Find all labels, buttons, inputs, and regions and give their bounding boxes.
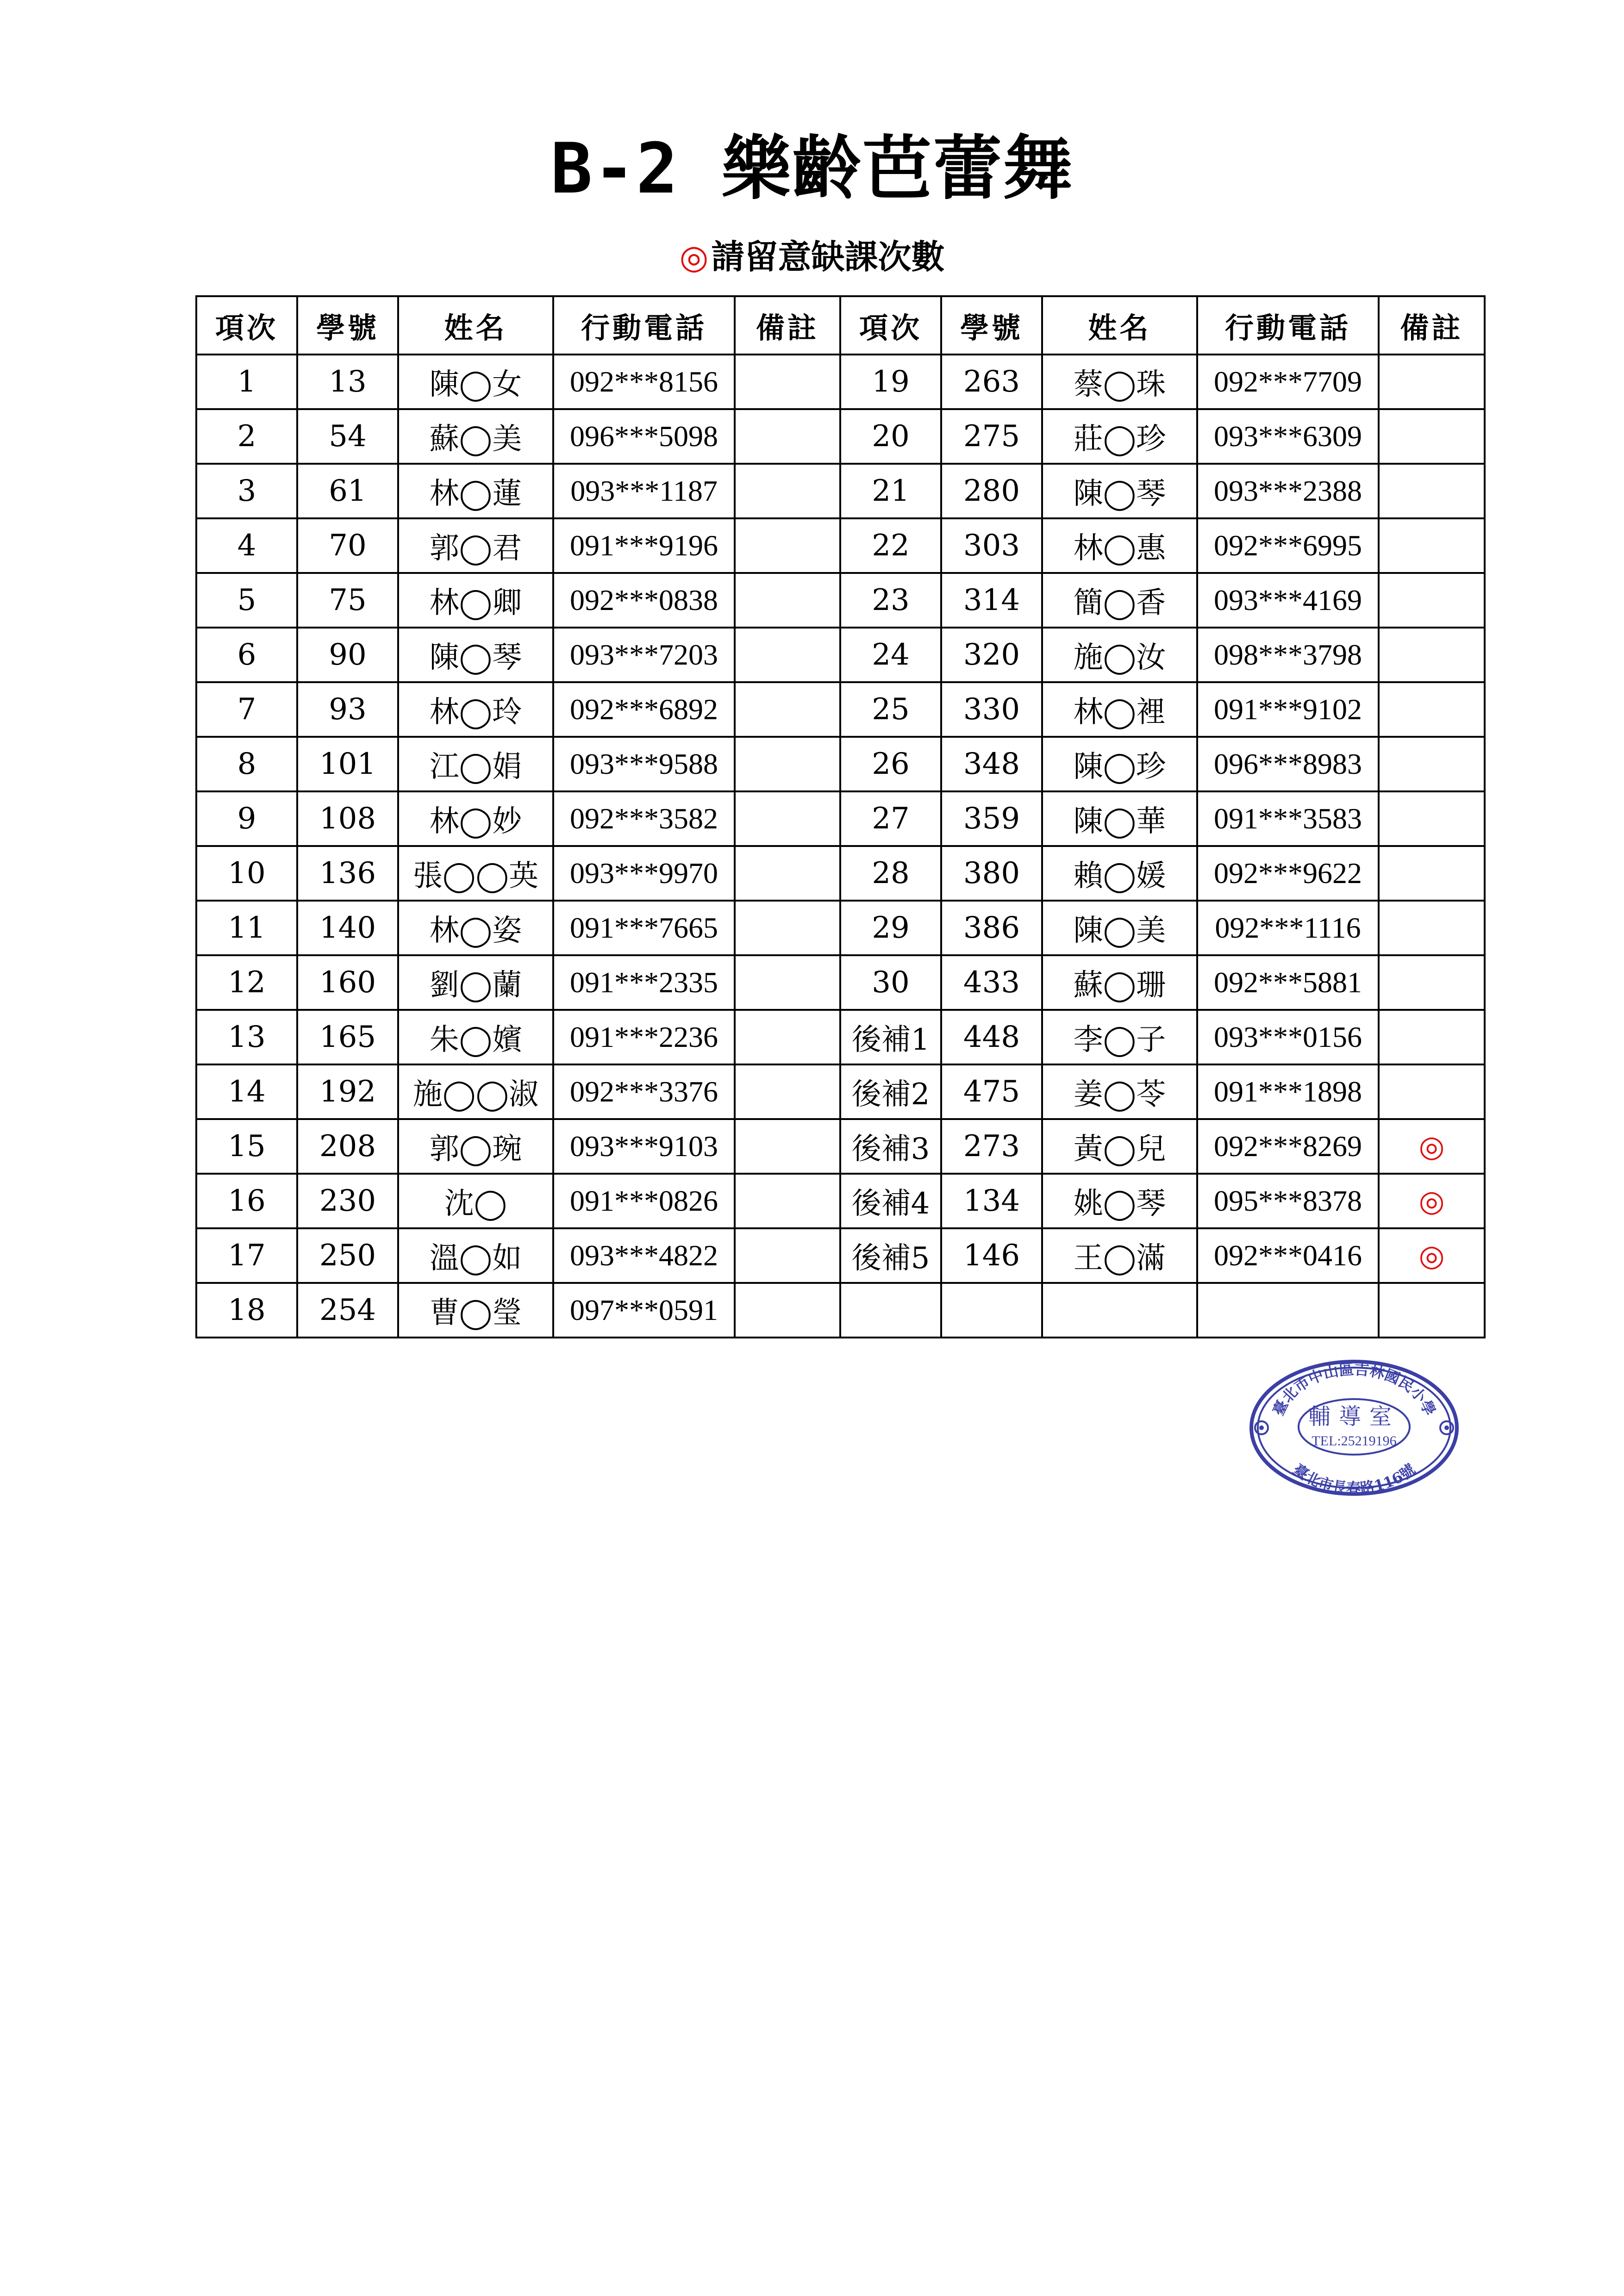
remark-cell-left (735, 355, 840, 409)
student-id-cell-right: 280 (941, 464, 1042, 518)
phone-cell-right: 091***1898 (1197, 1064, 1379, 1119)
item-cell-right: 22 (840, 518, 941, 573)
student-id-cell-right: 380 (941, 846, 1042, 901)
remark-cell-left (735, 901, 840, 955)
remark-cell-right (1379, 1283, 1485, 1338)
phone-cell-left: 091***7665 (553, 901, 735, 955)
double-circle-icon: ◎ (1379, 1228, 1485, 1283)
remark-cell-left (735, 1174, 840, 1228)
table-row (196, 1174, 1485, 1228)
remark-cell-left (735, 518, 840, 573)
phone-cell-right: 098***3798 (1197, 628, 1379, 682)
table-row (196, 409, 1485, 464)
name-cell-left: 沈◯ (398, 1174, 553, 1228)
item-cell-right: 後補3 (840, 1119, 941, 1174)
phone-cell-right: 093***6309 (1197, 409, 1379, 464)
table-row (196, 791, 1485, 846)
phone-cell-right: 092***9622 (1197, 846, 1379, 901)
item-cell-left: 15 (196, 1119, 297, 1174)
item-cell-right: 25 (840, 682, 941, 737)
name-cell-left: 林◯蓮 (398, 464, 553, 518)
student-id-cell-right: 320 (941, 628, 1042, 682)
remark-cell-right (1379, 791, 1485, 846)
remark-cell-left (735, 955, 840, 1010)
name-cell-right: 陳◯華 (1042, 791, 1197, 846)
student-id-cell-left: 192 (297, 1064, 398, 1119)
item-cell-right (840, 1283, 941, 1338)
item-cell-left: 9 (196, 791, 297, 846)
phone-cell-left: 092***0838 (553, 573, 735, 628)
name-cell-left: 江◯娟 (398, 737, 553, 791)
name-cell-left: 林◯姿 (398, 901, 553, 955)
item-cell-left: 7 (196, 682, 297, 737)
name-cell-left: 曹◯瑩 (398, 1283, 553, 1338)
phone-cell-left: 096***5098 (553, 409, 735, 464)
name-cell-left: 郭◯君 (398, 518, 553, 573)
remark-cell-left (735, 791, 840, 846)
item-cell-right: 21 (840, 464, 941, 518)
phone-cell-left: 097***0591 (553, 1283, 735, 1338)
remark-cell-left (735, 628, 840, 682)
student-id-cell-right: 314 (941, 573, 1042, 628)
remark-cell-left (735, 1010, 840, 1064)
remark-cell-right (1379, 737, 1485, 791)
phone-cell-left: 093***9970 (553, 846, 735, 901)
item-cell-left: 17 (196, 1228, 297, 1283)
remark-cell-left (735, 846, 840, 901)
phone-cell-left: 092***6892 (553, 682, 735, 737)
phone-cell-left: 093***7203 (553, 628, 735, 682)
page-title: B-2 樂齡芭蕾舞 (550, 129, 1074, 209)
student-id-cell-right: 273 (941, 1119, 1042, 1174)
name-cell-right: 黃◯兒 (1042, 1119, 1197, 1174)
double-circle-icon: ◎ (1379, 1174, 1485, 1228)
header-phone-left: 行動電話 (553, 296, 735, 355)
phone-cell-left: 092***3376 (553, 1064, 735, 1119)
item-cell-right: 30 (840, 955, 941, 1010)
name-cell-left: 林◯妙 (398, 791, 553, 846)
table-row (196, 901, 1485, 955)
remark-cell-right (1379, 901, 1485, 955)
name-cell-right: 陳◯美 (1042, 901, 1197, 955)
remark-cell-left (735, 1119, 840, 1174)
table-row (196, 1064, 1485, 1119)
item-cell-left: 4 (196, 518, 297, 573)
double-circle-icon: ◎ (1379, 1119, 1485, 1174)
item-cell-left: 8 (196, 737, 297, 791)
item-cell-right: 28 (840, 846, 941, 901)
item-cell-left: 11 (196, 901, 297, 955)
item-cell-right: 後補1 (840, 1010, 941, 1064)
remark-cell-left (735, 737, 840, 791)
table-row (196, 1010, 1485, 1064)
table-row (196, 955, 1485, 1010)
phone-cell-right: 093***2388 (1197, 464, 1379, 518)
attendance-note-text: 請留意缺課次數 (711, 237, 945, 276)
student-id-cell-right: 275 (941, 409, 1042, 464)
stamp-top-text: 臺北市中山區吉林國民小學 (1269, 1360, 1439, 1419)
phone-cell-left: 091***9196 (553, 518, 735, 573)
student-id-cell-left: 61 (297, 464, 398, 518)
name-cell-right: 林◯惠 (1042, 518, 1197, 573)
phone-cell-left: 091***0826 (553, 1174, 735, 1228)
item-cell-right: 後補2 (840, 1064, 941, 1119)
table-row (196, 737, 1485, 791)
item-cell-left: 2 (196, 409, 297, 464)
attendance-note (0, 234, 1624, 280)
phone-cell-left: 091***2335 (553, 955, 735, 1010)
remark-cell-right (1379, 518, 1485, 573)
table-row (196, 355, 1485, 409)
item-cell-right: 26 (840, 737, 941, 791)
name-cell-right: 施◯汝 (1042, 628, 1197, 682)
name-cell-left: 蘇◯美 (398, 409, 553, 464)
item-cell-left: 18 (196, 1283, 297, 1338)
student-id-cell-left: 165 (297, 1010, 398, 1064)
phone-cell-right: 092***7709 (1197, 355, 1379, 409)
table-row (196, 464, 1485, 518)
remark-cell-right (1379, 409, 1485, 464)
header-student-id-right: 學號 (941, 296, 1042, 355)
name-cell-left: 溫◯如 (398, 1228, 553, 1283)
student-id-cell-left: 75 (297, 573, 398, 628)
item-cell-right: 27 (840, 791, 941, 846)
phone-cell-left: 092***3582 (553, 791, 735, 846)
remark-cell-right (1379, 464, 1485, 518)
item-cell-left: 1 (196, 355, 297, 409)
phone-cell-right: 092***6995 (1197, 518, 1379, 573)
item-cell-left: 6 (196, 628, 297, 682)
phone-cell-right: 091***9102 (1197, 682, 1379, 737)
name-cell-right: 簡◯香 (1042, 573, 1197, 628)
name-cell-right: 林◯裡 (1042, 682, 1197, 737)
name-cell-left: 林◯卿 (398, 573, 553, 628)
item-cell-left: 5 (196, 573, 297, 628)
phone-cell-right: 095***8378 (1197, 1174, 1379, 1228)
name-cell-left: 林◯玲 (398, 682, 553, 737)
phone-cell-left: 092***8156 (553, 355, 735, 409)
remark-cell-right (1379, 846, 1485, 901)
remark-cell-right (1379, 1064, 1485, 1119)
name-cell-left: 陳◯琴 (398, 628, 553, 682)
header-name-left: 姓名 (398, 296, 553, 355)
student-id-cell-left: 108 (297, 791, 398, 846)
student-id-cell-right (941, 1283, 1042, 1338)
item-cell-left: 16 (196, 1174, 297, 1228)
remark-cell-left (735, 573, 840, 628)
header-name-right: 姓名 (1042, 296, 1197, 355)
remark-cell-right (1379, 682, 1485, 737)
student-id-cell-left: 250 (297, 1228, 398, 1283)
student-id-cell-right: 134 (941, 1174, 1042, 1228)
phone-cell-left: 091***2236 (553, 1010, 735, 1064)
remark-cell-left (735, 1228, 840, 1283)
student-id-cell-right: 475 (941, 1064, 1042, 1119)
table-row (196, 1228, 1485, 1283)
name-cell-right: 李◯子 (1042, 1010, 1197, 1064)
student-id-cell-left: 13 (297, 355, 398, 409)
table-row (196, 573, 1485, 628)
name-cell-left: 張◯◯英 (398, 846, 553, 901)
name-cell-right: 姚◯琴 (1042, 1174, 1197, 1228)
student-id-cell-left: 136 (297, 846, 398, 901)
student-id-cell-right: 303 (941, 518, 1042, 573)
student-id-cell-left: 230 (297, 1174, 398, 1228)
header-phone-right: 行動電話 (1197, 296, 1379, 355)
header-student-id-left: 學號 (297, 296, 398, 355)
roster-body (196, 355, 1485, 1338)
stamp-tel-text: TEL:25219196 (1312, 1433, 1397, 1449)
student-id-cell-right: 146 (941, 1228, 1042, 1283)
student-id-cell-left: 140 (297, 901, 398, 955)
table-row (196, 1283, 1485, 1338)
phone-cell-left: 093***4822 (553, 1228, 735, 1283)
item-cell-right: 20 (840, 409, 941, 464)
name-cell-right: 蔡◯珠 (1042, 355, 1197, 409)
phone-cell-right: 093***4169 (1197, 573, 1379, 628)
counseling-office-stamp (1248, 1358, 1461, 1497)
item-cell-left: 3 (196, 464, 297, 518)
table-row (196, 1119, 1485, 1174)
remark-cell-right (1379, 628, 1485, 682)
student-id-cell-right: 433 (941, 955, 1042, 1010)
table-row (196, 518, 1485, 573)
phone-cell-right: 092***8269 (1197, 1119, 1379, 1174)
name-cell-left: 施◯◯淑 (398, 1064, 553, 1119)
name-cell-right: 蘇◯珊 (1042, 955, 1197, 1010)
phone-cell-left: 093***9103 (553, 1119, 735, 1174)
student-id-cell-left: 54 (297, 409, 398, 464)
phone-cell-left: 093***1187 (553, 464, 735, 518)
item-cell-left: 13 (196, 1010, 297, 1064)
header-remark-left: 備註 (735, 296, 840, 355)
name-cell-left: 陳◯女 (398, 355, 553, 409)
item-cell-right: 24 (840, 628, 941, 682)
name-cell-left: 郭◯琬 (398, 1119, 553, 1174)
item-cell-right: 後補5 (840, 1228, 941, 1283)
student-id-cell-right: 359 (941, 791, 1042, 846)
remark-cell-right (1379, 955, 1485, 1010)
remark-cell-left (735, 682, 840, 737)
roster-table (195, 295, 1486, 1338)
phone-cell-right: 092***5881 (1197, 955, 1379, 1010)
item-cell-right: 後補4 (840, 1174, 941, 1228)
remark-cell-right (1379, 573, 1485, 628)
student-id-cell-left: 101 (297, 737, 398, 791)
remark-cell-left (735, 1283, 840, 1338)
remark-cell-left (735, 1064, 840, 1119)
name-cell-right: 莊◯珍 (1042, 409, 1197, 464)
item-cell-right: 29 (840, 901, 941, 955)
phone-cell-right: 092***0416 (1197, 1228, 1379, 1283)
item-cell-left: 14 (196, 1064, 297, 1119)
name-cell-right: 陳◯琴 (1042, 464, 1197, 518)
table-row (196, 682, 1485, 737)
item-cell-left: 10 (196, 846, 297, 901)
student-id-cell-right: 386 (941, 901, 1042, 955)
name-cell-right: 陳◯珍 (1042, 737, 1197, 791)
table-row (196, 846, 1485, 901)
phone-cell-left: 093***9588 (553, 737, 735, 791)
student-id-cell-left: 70 (297, 518, 398, 573)
item-cell-left: 12 (196, 955, 297, 1010)
student-id-cell-left: 254 (297, 1283, 398, 1338)
name-cell-left: 劉◯蘭 (398, 955, 553, 1010)
item-cell-right: 19 (840, 355, 941, 409)
student-id-cell-right: 348 (941, 737, 1042, 791)
stamp-center-text: 輔導室 (1308, 1404, 1400, 1430)
phone-cell-right: 091***3583 (1197, 791, 1379, 846)
name-cell-right: 賴◯媛 (1042, 846, 1197, 901)
student-id-cell-right: 330 (941, 682, 1042, 737)
item-cell-right: 23 (840, 573, 941, 628)
student-id-cell-right: 448 (941, 1010, 1042, 1064)
remark-cell-left (735, 464, 840, 518)
table-header-row (196, 296, 1485, 355)
header-item-right: 項次 (840, 296, 941, 355)
phone-cell-right: 093***0156 (1197, 1010, 1379, 1064)
name-cell-right (1042, 1283, 1197, 1338)
name-cell-left: 朱◯嬪 (398, 1010, 553, 1064)
student-id-cell-left: 93 (297, 682, 398, 737)
student-id-cell-left: 90 (297, 628, 398, 682)
name-cell-right: 姜◯苓 (1042, 1064, 1197, 1119)
name-cell-right: 王◯滿 (1042, 1228, 1197, 1283)
double-circle-icon: ◎ (679, 237, 709, 276)
remark-cell-right (1379, 1010, 1485, 1064)
student-id-cell-left: 160 (297, 955, 398, 1010)
table-row (196, 628, 1485, 682)
phone-cell-right: 096***8983 (1197, 737, 1379, 791)
student-id-cell-right: 263 (941, 355, 1042, 409)
stamp-bottom-text: 臺北市長春路116號 (1289, 1460, 1419, 1497)
header-item-left: 項次 (196, 296, 297, 355)
header-remark-right: 備註 (1379, 296, 1485, 355)
student-id-cell-left: 208 (297, 1119, 398, 1174)
phone-cell-right (1197, 1283, 1379, 1338)
remark-cell-left (735, 409, 840, 464)
phone-cell-right: 092***1116 (1197, 901, 1379, 955)
remark-cell-right (1379, 355, 1485, 409)
